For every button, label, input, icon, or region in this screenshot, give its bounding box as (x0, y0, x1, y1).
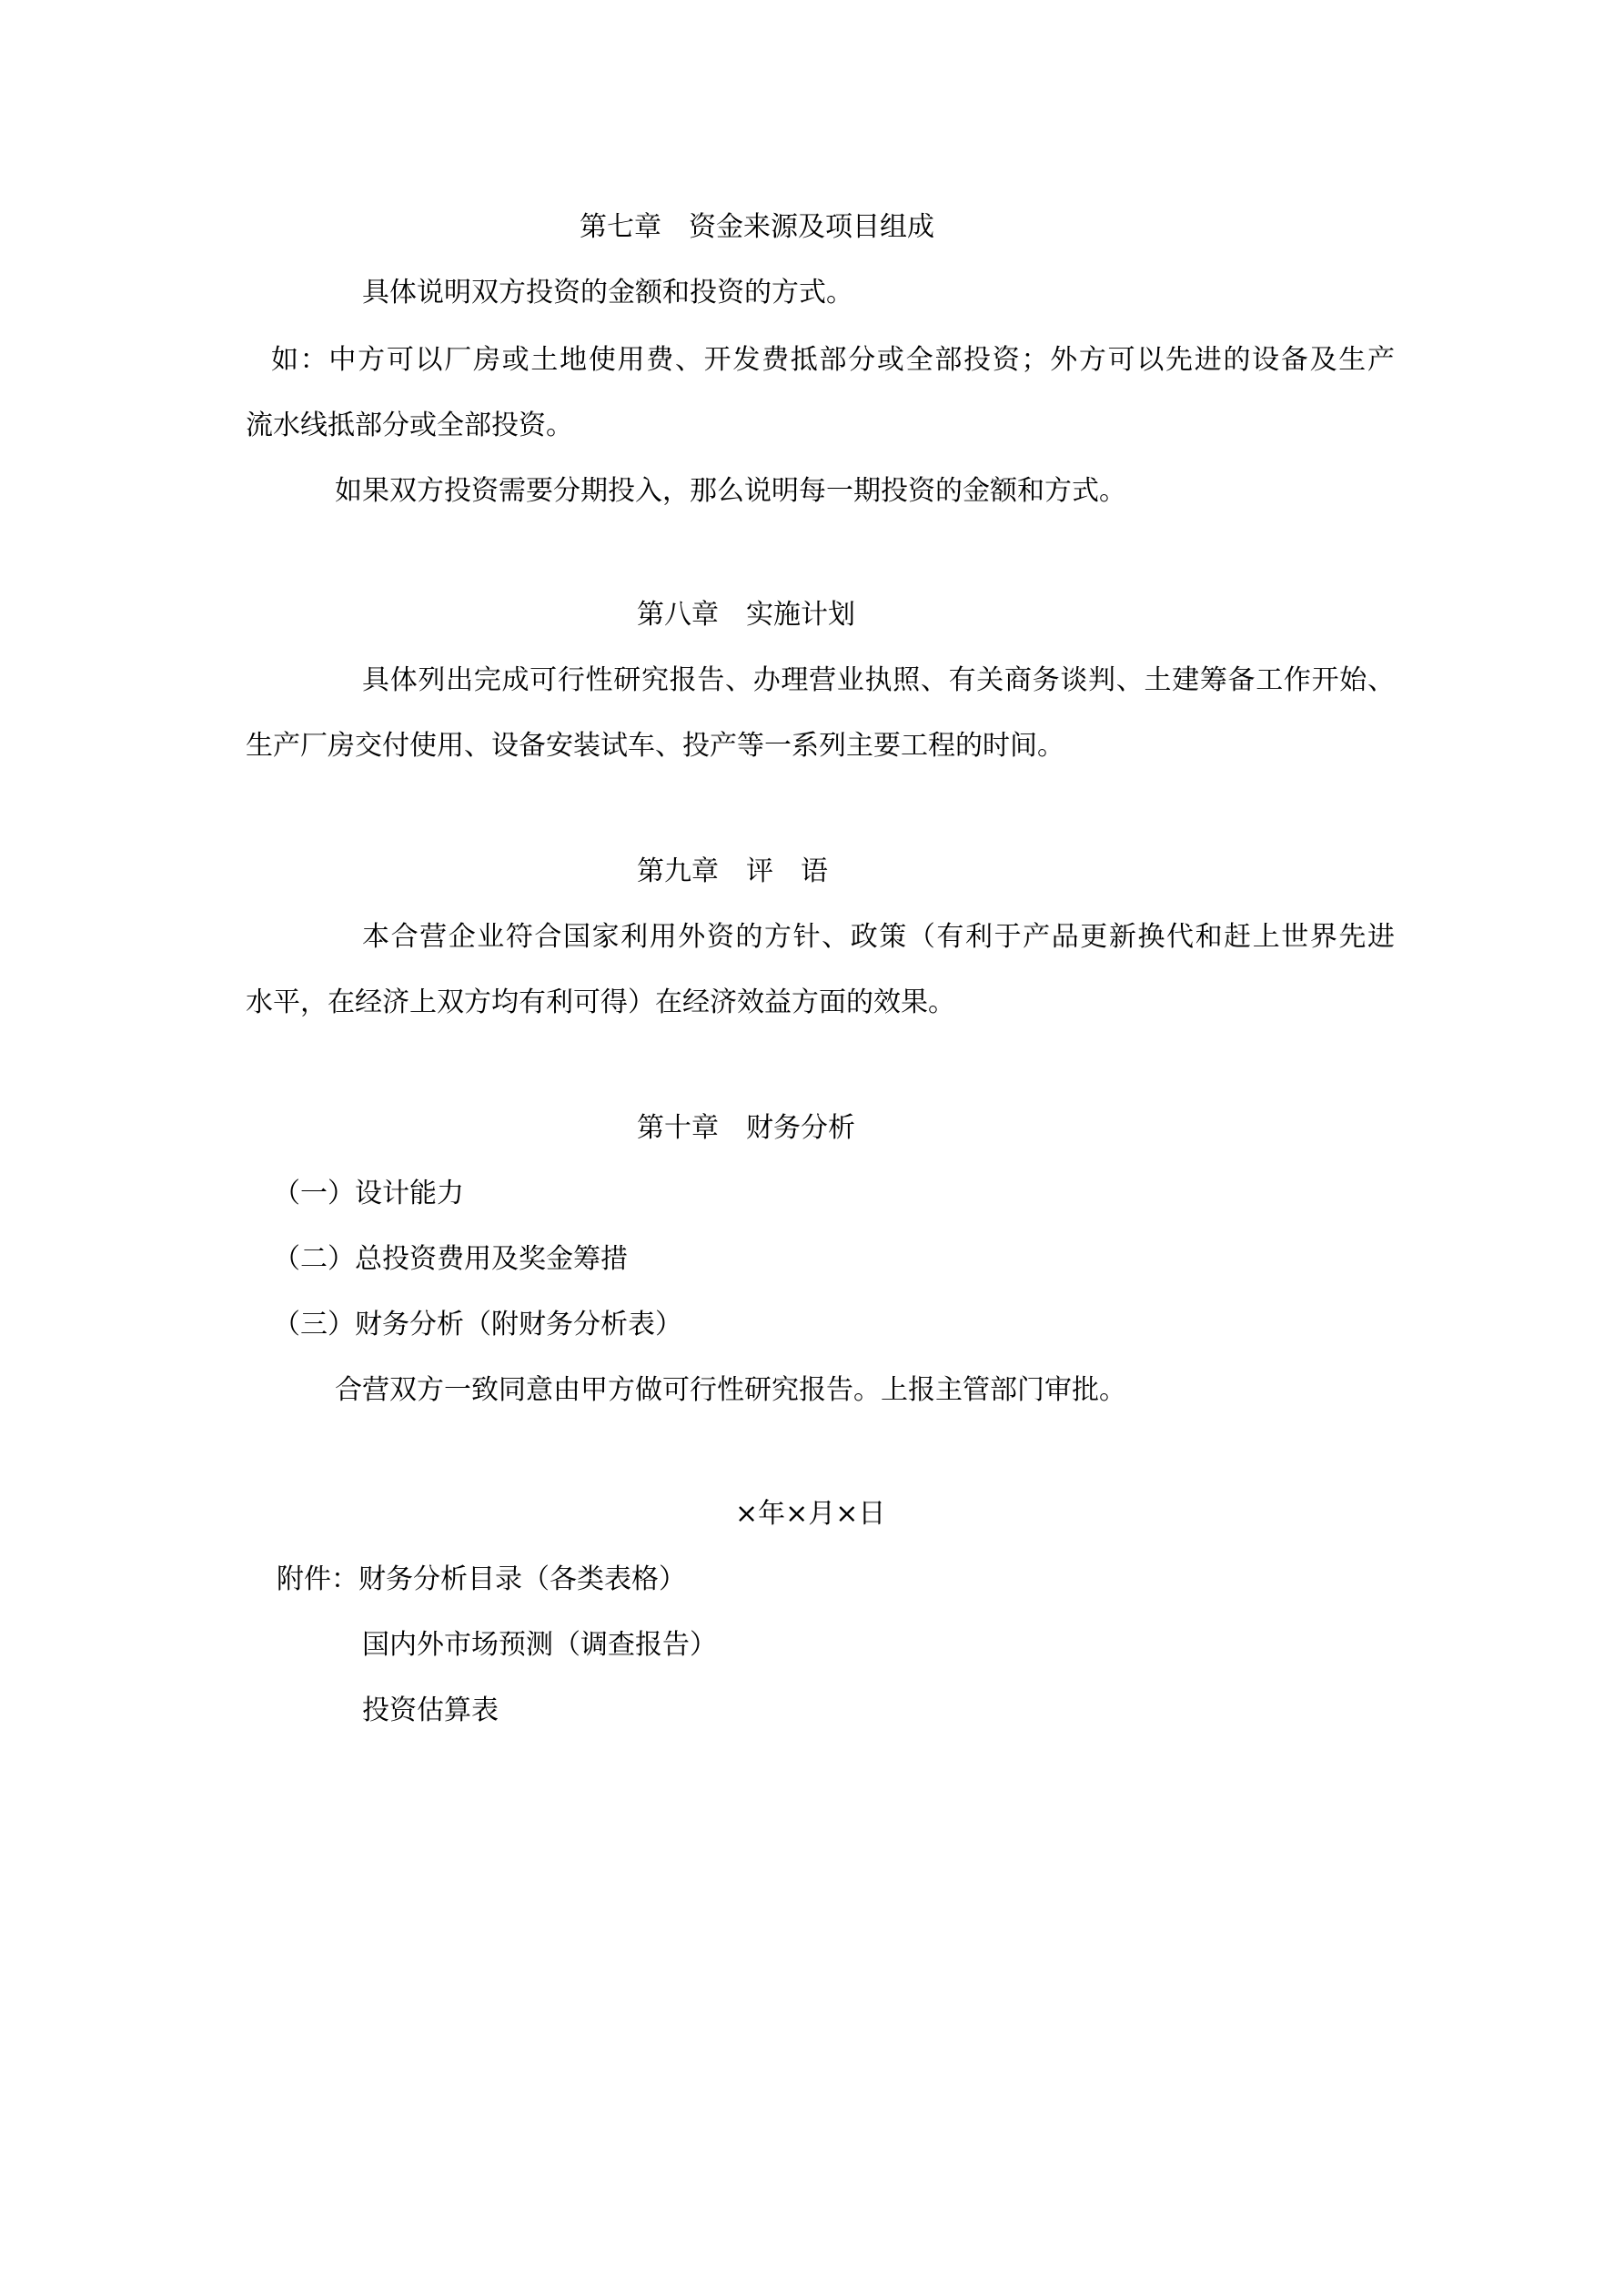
chapter-8-paragraph-line-1: 具体列出完成可行性研究报告、办理营业执照、有关商务谈判、土建筹备工作开始、 (362, 664, 1395, 696)
chapter-7-paragraph-2-line-2: 流水线抵部分或全部投资。 (246, 410, 573, 441)
chapter-10-item-3: （三）财务分析（附财务分析表） (273, 1309, 682, 1340)
chapter-7-paragraph-3: 如果双方投资需要分期投入，那么说明每一期投资的金额和方式。 (335, 475, 1126, 507)
chapter-7-paragraph-2-line-1: 如：中方可以厂房或土地使用费、开发费抵部分或全部投资；外方可以先进的设备及生产 (271, 344, 1395, 376)
chapter-9-paragraph-line-2: 水平，在经济上双方均有利可得）在经济效益方面的效果。 (246, 986, 955, 1018)
chapter-8-paragraph-line-2: 生产厂房交付使用、设备安装试车、投产等一系列主要工程的时间。 (246, 730, 1064, 762)
document-date: ×年×月×日 (735, 1498, 886, 1530)
chapter-9-paragraph-line-1: 本合营企业符合国家利用外资的方针、政策（有利于产品更新换代和赶上世界先进 (362, 921, 1395, 953)
chapter-10-conclusion: 合营双方一致同意由甲方做可行性研究报告。上报主管部门审批。 (335, 1374, 1126, 1406)
chapter-10-item-2: （二）总投资费用及奖金筹措 (273, 1243, 628, 1275)
attachments-label: 附件：财务分析目录（各类表格） (277, 1563, 686, 1595)
chapter-7-title: 第七章 资金来源及项目组成 (580, 211, 934, 243)
attachment-item-2: 投资估算表 (362, 1694, 499, 1726)
chapter-7-paragraph-1: 具体说明双方投资的金额和投资的方式。 (362, 277, 853, 308)
chapter-8-title: 第八章 实施计划 (637, 599, 855, 631)
chapter-10-item-1: （一）设计能力 (273, 1178, 464, 1209)
attachment-item-1: 国内外市场预测（调查报告） (362, 1629, 717, 1661)
chapter-9-title: 第九章 评 语 (637, 855, 828, 887)
chapter-10-title: 第十章 财务分析 (637, 1112, 855, 1144)
